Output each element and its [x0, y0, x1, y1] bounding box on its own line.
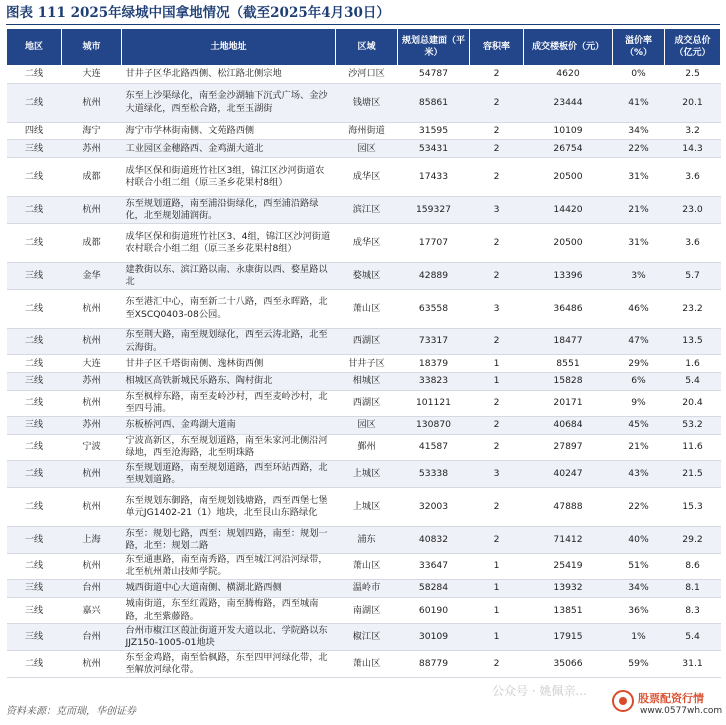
table-row: [7, 553, 721, 580]
watermark-text: 公众号 · 姚佩亲...: [492, 684, 587, 698]
cell-district: 鄞州: [336, 434, 398, 461]
cell-city: 苏州: [62, 140, 122, 158]
cell-premium: 51%: [613, 553, 665, 580]
cell-region: 三线: [7, 372, 62, 390]
cell-address: 建教街以东、滨江路以南、永康街以西、婺星路以北: [122, 262, 336, 289]
cell-floor-area: 41587: [398, 434, 470, 461]
cell-floor-area: 53338: [398, 461, 470, 488]
cell-floor-price: 13851: [524, 597, 613, 624]
cell-premium: 59%: [613, 651, 665, 678]
table-row: [7, 390, 721, 417]
cell-region: 二线: [7, 197, 62, 224]
cell-floor-area: 130870: [398, 417, 470, 435]
cell-plot-ratio: 2: [470, 223, 524, 262]
cell-city: 金华: [62, 262, 122, 289]
cell-total-price: 3.6: [665, 223, 721, 262]
cell-floor-area: 58284: [398, 580, 470, 598]
cell-floor-price: 23444: [524, 83, 613, 122]
cell-plot-ratio: 2: [470, 262, 524, 289]
cell-address: 宁波高新区，东至规划道路，南至朱家河北侧沿河绿地，西至沧海路，北至明珠路: [122, 434, 336, 461]
cell-district: 西湖区: [336, 328, 398, 355]
cell-region: 三线: [7, 417, 62, 435]
cell-city: 上海: [62, 527, 122, 554]
cell-city: 杭州: [62, 289, 122, 328]
cell-premium: 41%: [613, 83, 665, 122]
cell-premium: 9%: [613, 390, 665, 417]
watermark-url: www.0577wh.com: [640, 706, 723, 716]
cell-city: 杭州: [62, 487, 122, 526]
cell-premium: 34%: [613, 122, 665, 140]
cell-district: 西湖区: [336, 390, 398, 417]
cell-district: 温岭市: [336, 580, 398, 598]
cell-total-price: 23.2: [665, 289, 721, 328]
cell-plot-ratio: 2: [470, 66, 524, 84]
header-row: [7, 29, 721, 66]
cell-district: 婺城区: [336, 262, 398, 289]
table-row: [7, 487, 721, 526]
cell-region: 二线: [7, 355, 62, 373]
header-total-price: 成交总价（亿元）: [665, 29, 721, 66]
cell-city: 苏州: [62, 372, 122, 390]
header-city: 城市: [62, 29, 122, 66]
cell-total-price: 5.4: [665, 372, 721, 390]
cell-premium: 34%: [613, 580, 665, 598]
cell-floor-area: 17707: [398, 223, 470, 262]
cell-floor-price: 27897: [524, 434, 613, 461]
header-address: 土地地址: [122, 29, 336, 66]
table-row: [7, 83, 721, 122]
table-row: [7, 157, 721, 196]
cell-plot-ratio: 2: [470, 83, 524, 122]
cell-premium: 21%: [613, 434, 665, 461]
cell-city: 杭州: [62, 197, 122, 224]
cell-total-price: 2.5: [665, 66, 721, 84]
cell-district: 钱塘区: [336, 83, 398, 122]
cell-region: 二线: [7, 66, 62, 84]
cell-total-price: 15.3: [665, 487, 721, 526]
cell-address: 相城区高铁新城民乐路东、陶村街北: [122, 372, 336, 390]
cell-floor-area: 159327: [398, 197, 470, 224]
table-row: [7, 66, 721, 84]
cell-premium: 31%: [613, 223, 665, 262]
cell-total-price: 13.5: [665, 328, 721, 355]
table-row: [7, 417, 721, 435]
header-district: 区域: [336, 29, 398, 66]
cell-city: 大连: [62, 66, 122, 84]
cell-plot-ratio: 2: [470, 417, 524, 435]
cell-region: 二线: [7, 157, 62, 196]
cell-floor-price: 20171: [524, 390, 613, 417]
cell-floor-price: 15828: [524, 372, 613, 390]
cell-floor-price: 40247: [524, 461, 613, 488]
cell-floor-area: 63558: [398, 289, 470, 328]
cell-floor-price: 26754: [524, 140, 613, 158]
cell-address: 工业园区金穗路西、金鸡湖大道北: [122, 140, 336, 158]
table-row: [7, 122, 721, 140]
cell-total-price: 1.6: [665, 355, 721, 373]
cell-floor-price: 36486: [524, 289, 613, 328]
cell-premium: 3%: [613, 262, 665, 289]
cell-total-price: 8.3: [665, 597, 721, 624]
cell-address: 东至通惠路，南至南秀路，西至城江河沿河绿带，北至杭州萧山技师学院。: [122, 553, 336, 580]
cell-address: 东至荆大路，南至规划绿化，西至云涛北路，北至云海街。: [122, 328, 336, 355]
cell-plot-ratio: 3: [470, 197, 524, 224]
cell-total-price: 20.4: [665, 390, 721, 417]
cell-city: 海宁: [62, 122, 122, 140]
cell-premium: 31%: [613, 157, 665, 196]
table-row: [7, 223, 721, 262]
cell-region: 三线: [7, 597, 62, 624]
cell-total-price: 8.6: [665, 553, 721, 580]
cell-district: 萧山区: [336, 289, 398, 328]
cell-address: 甘井子区千塔街南侧、逸林街西侧: [122, 355, 336, 373]
cell-floor-area: 42889: [398, 262, 470, 289]
cell-region: 二线: [7, 83, 62, 122]
cell-plot-ratio: 1: [470, 624, 524, 651]
cell-floor-area: 88779: [398, 651, 470, 678]
cell-floor-price: 14420: [524, 197, 613, 224]
land-acquisition-table: [6, 28, 721, 678]
cell-region: 二线: [7, 223, 62, 262]
cell-plot-ratio: 2: [470, 390, 524, 417]
cell-district: 成华区: [336, 157, 398, 196]
cell-region: 三线: [7, 262, 62, 289]
cell-floor-area: 101121: [398, 390, 470, 417]
table-row: [7, 434, 721, 461]
cell-district: 相城区: [336, 372, 398, 390]
cell-floor-price: 17915: [524, 624, 613, 651]
cell-floor-price: 20500: [524, 157, 613, 196]
cell-address: 东至规划道路，南至浦沿街绿化，西至浦沿路绿化，北至规划浦润街。: [122, 197, 336, 224]
table-row: [7, 328, 721, 355]
cell-city: 嘉兴: [62, 597, 122, 624]
cell-floor-price: 40684: [524, 417, 613, 435]
table-row: [7, 527, 721, 554]
cell-city: 台州: [62, 580, 122, 598]
cell-city: 台州: [62, 624, 122, 651]
cell-city: 成都: [62, 223, 122, 262]
cell-address: 东至规划东御路，南至规划钱塘路，西至西堡七堡单元JG1402-21（1）地块，北至艮山东路绿化: [122, 487, 336, 526]
cell-region: 二线: [7, 651, 62, 678]
title-rule: [6, 24, 720, 25]
cell-city: 成都: [62, 157, 122, 196]
cell-district: 园区: [336, 417, 398, 435]
cell-premium: 29%: [613, 355, 665, 373]
cell-premium: 0%: [613, 66, 665, 84]
source-note: 资料来源：克而瑞，华创证券: [6, 706, 136, 717]
cell-address: 成华区保和街道班竹社区3、4组，锦江区沙河街道农村联合小组二组（原三圣乡花果村8组）: [122, 223, 336, 262]
cell-premium: 43%: [613, 461, 665, 488]
header-region: 地区: [7, 29, 62, 66]
cell-floor-price: 13932: [524, 580, 613, 598]
cell-address: 城南街道，东至红霞路，南至腾梅路，西至城南路，北至紫藤路。: [122, 597, 336, 624]
header-premium: 溢价率（%）: [613, 29, 665, 66]
cell-floor-area: 33823: [398, 372, 470, 390]
cell-plot-ratio: 2: [470, 157, 524, 196]
table-row: [7, 262, 721, 289]
cell-plot-ratio: 2: [470, 527, 524, 554]
cell-address: 台州市椒江区葭沚街道开发大道以北、学院路以东JJZ150-1005-01地块: [122, 624, 336, 651]
cell-total-price: 14.3: [665, 140, 721, 158]
cell-region: 一线: [7, 527, 62, 554]
header-floor-price: 成交楼板价（元）: [524, 29, 613, 66]
cell-address: 东板桥河西、金鸡湖大道南: [122, 417, 336, 435]
cell-district: 萧山区: [336, 553, 398, 580]
cell-city: 苏州: [62, 417, 122, 435]
cell-premium: 46%: [613, 289, 665, 328]
table-row: [7, 197, 721, 224]
table-row: [7, 355, 721, 373]
cell-district: 甘井子区: [336, 355, 398, 373]
cell-floor-area: 53431: [398, 140, 470, 158]
cell-address: 东至：规划七路，西至：规划四路，南至：规划一路，北至：规划二路: [122, 527, 336, 554]
cell-floor-area: 85861: [398, 83, 470, 122]
cell-total-price: 8.1: [665, 580, 721, 598]
cell-floor-area: 54787: [398, 66, 470, 84]
cell-plot-ratio: 2: [470, 434, 524, 461]
cell-floor-area: 32003: [398, 487, 470, 526]
cell-premium: 1%: [613, 624, 665, 651]
cell-floor-area: 60190: [398, 597, 470, 624]
cell-floor-area: 73317: [398, 328, 470, 355]
cell-premium: 45%: [613, 417, 665, 435]
cell-address: 成华区保和街道班竹社区3组，锦江区沙河街道农村联合小组二组（原三圣乡花果村8组）: [122, 157, 336, 196]
cell-district: 滨江区: [336, 197, 398, 224]
cell-address: 东至金鸡路，南至恰枫路，东至四甲河绿化带，北至解放河绿化带。: [122, 651, 336, 678]
cell-region: 二线: [7, 461, 62, 488]
cell-district: 海州街道: [336, 122, 398, 140]
table-row: [7, 289, 721, 328]
cell-plot-ratio: 2: [470, 122, 524, 140]
cell-plot-ratio: 3: [470, 289, 524, 328]
cell-address: 东至枫梓东路，南至麦岭沙村，西至麦岭沙村，北至四号浦。: [122, 390, 336, 417]
cell-floor-area: 30109: [398, 624, 470, 651]
cell-address: 城西街道中心大道南侧、横湖北路西侧: [122, 580, 336, 598]
cell-city: 杭州: [62, 553, 122, 580]
cell-address: 海宁市学林街南侧、文苑路西侧: [122, 122, 336, 140]
cell-total-price: 5.7: [665, 262, 721, 289]
cell-plot-ratio: 1: [470, 372, 524, 390]
cell-city: 大连: [62, 355, 122, 373]
table-row: [7, 140, 721, 158]
cell-plot-ratio: 1: [470, 355, 524, 373]
cell-premium: 47%: [613, 328, 665, 355]
cell-address: 东至上沙渠绿化，南至金沙湖轴下沉式广场、金沙大道绿化，西至松合路，北至玉湖街: [122, 83, 336, 122]
cell-region: 四线: [7, 122, 62, 140]
cell-total-price: 20.1: [665, 83, 721, 122]
cell-address: 东至港汇中心，南至新二十八路，西至永晖路，北至XSCQ0403-08公园。: [122, 289, 336, 328]
cell-district: 沙河口区: [336, 66, 398, 84]
cell-address: 甘井子区华北路西侧、松江路北侧宗地: [122, 66, 336, 84]
cell-plot-ratio: 1: [470, 580, 524, 598]
cell-plot-ratio: 1: [470, 597, 524, 624]
cell-premium: 36%: [613, 597, 665, 624]
cell-district: 南湖区: [336, 597, 398, 624]
cell-district: 萧山区: [336, 651, 398, 678]
cell-city: 杭州: [62, 461, 122, 488]
cell-premium: 22%: [613, 140, 665, 158]
header-plot-ratio: 容积率: [470, 29, 524, 66]
cell-floor-price: 13396: [524, 262, 613, 289]
cell-region: 三线: [7, 580, 62, 598]
cell-plot-ratio: 2: [470, 651, 524, 678]
cell-plot-ratio: 1: [470, 553, 524, 580]
table-row: [7, 372, 721, 390]
cell-plot-ratio: 2: [470, 328, 524, 355]
cell-region: 三线: [7, 140, 62, 158]
table-row: [7, 580, 721, 598]
cell-premium: 40%: [613, 527, 665, 554]
cell-plot-ratio: 3: [470, 461, 524, 488]
cell-premium: 6%: [613, 372, 665, 390]
cell-city: 杭州: [62, 651, 122, 678]
cell-city: 杭州: [62, 83, 122, 122]
cell-total-price: 23.0: [665, 197, 721, 224]
cell-region: 二线: [7, 553, 62, 580]
cell-address: 东至规划道路，南至规划道路，西至环站西路，北至规划道路。: [122, 461, 336, 488]
cell-district: 浦东: [336, 527, 398, 554]
cell-floor-area: 18379: [398, 355, 470, 373]
cell-city: 宁波: [62, 434, 122, 461]
cell-floor-price: 25419: [524, 553, 613, 580]
cell-district: 园区: [336, 140, 398, 158]
cell-floor-price: 10109: [524, 122, 613, 140]
cell-region: 二线: [7, 328, 62, 355]
table-row: [7, 597, 721, 624]
cell-city: 杭州: [62, 328, 122, 355]
cell-district: 上城区: [336, 487, 398, 526]
header-floor-area: 规划总建面（平米）: [398, 29, 470, 66]
cell-premium: 21%: [613, 197, 665, 224]
cell-district: 成华区: [336, 223, 398, 262]
cell-floor-area: 33647: [398, 553, 470, 580]
cell-total-price: 29.2: [665, 527, 721, 554]
watermark-brand: 股票配资行情: [638, 692, 704, 705]
cell-floor-area: 40832: [398, 527, 470, 554]
cell-plot-ratio: 2: [470, 140, 524, 158]
cell-floor-area: 31595: [398, 122, 470, 140]
cell-region: 三线: [7, 624, 62, 651]
cell-region: 二线: [7, 487, 62, 526]
figure-title: 图表 111 2025年绿城中国拿地情况（截至2025年4月30日）: [6, 5, 390, 21]
cell-floor-price: 18477: [524, 328, 613, 355]
cell-total-price: 3.2: [665, 122, 721, 140]
cell-floor-price: 35066: [524, 651, 613, 678]
watermark-logo-icon: [612, 690, 634, 712]
table-row: [7, 461, 721, 488]
cell-total-price: 3.6: [665, 157, 721, 196]
cell-total-price: 31.1: [665, 651, 721, 678]
cell-floor-area: 17433: [398, 157, 470, 196]
cell-floor-price: 20500: [524, 223, 613, 262]
cell-total-price: 11.6: [665, 434, 721, 461]
cell-total-price: 5.4: [665, 624, 721, 651]
cell-district: 椒江区: [336, 624, 398, 651]
table-row: [7, 651, 721, 678]
cell-region: 二线: [7, 289, 62, 328]
cell-city: 杭州: [62, 390, 122, 417]
cell-floor-price: 47888: [524, 487, 613, 526]
table-row: [7, 624, 721, 651]
cell-floor-price: 71412: [524, 527, 613, 554]
cell-district: 上城区: [336, 461, 398, 488]
cell-region: 二线: [7, 434, 62, 461]
cell-total-price: 53.2: [665, 417, 721, 435]
cell-plot-ratio: 2: [470, 487, 524, 526]
cell-premium: 22%: [613, 487, 665, 526]
cell-floor-price: 4620: [524, 66, 613, 84]
cell-floor-price: 8551: [524, 355, 613, 373]
cell-region: 二线: [7, 390, 62, 417]
cell-total-price: 21.5: [665, 461, 721, 488]
